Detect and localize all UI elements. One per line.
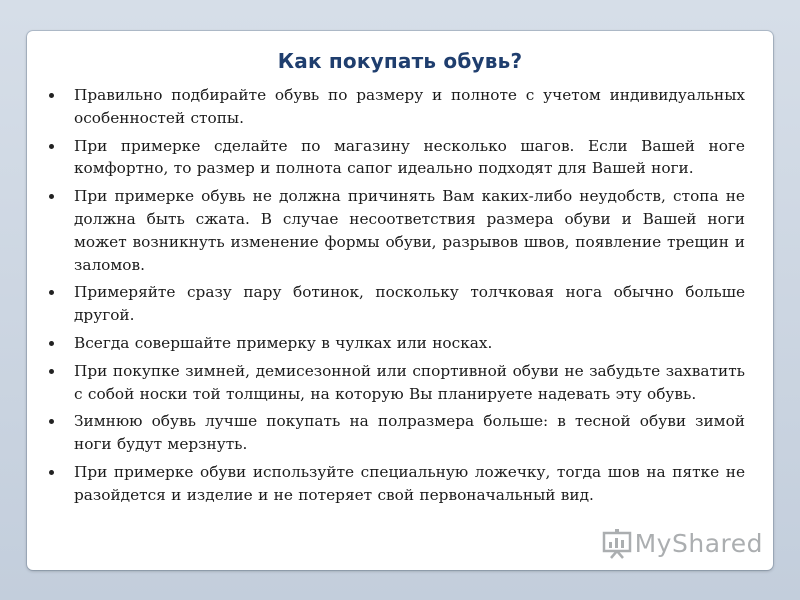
bullet-text: При покупке зимней, демисезонной или спортивной обуви не забудьте захватить с собой носки той толщины, на которую Вы планируете надевать эту обувь.: [74, 361, 745, 403]
bullet-item-5: [73, 332, 745, 355]
bullet-text: Примеряйте сразу пару ботинок, поскольку толчковая нога обычно больше другой.: [74, 283, 745, 325]
bullet-item-1: [73, 84, 745, 130]
page-title: Как покупать обувь?: [277, 49, 523, 73]
bullet-item-4: [73, 281, 745, 327]
bullet-text: При примерке обувь не должна причинять Вам каких-либо неудобств, стопа не должна быть сжата. В случае несоответствия размера обуви и Вашей ноги может возникнуть изменение формы обуви, разрывов швов, появление трещин и заломов.: [74, 187, 745, 274]
bullet-dot-icon: [49, 194, 54, 199]
bullet-item-2: [73, 135, 745, 181]
bullet-item-6: [73, 360, 745, 406]
bullet-dot-icon: [49, 470, 54, 475]
bullet-text: При примерке обуви используйте специальную ложечку, тогда шов на пятке не разойдется и изделие и не потеряет свой первоначальный вид.: [74, 462, 745, 504]
bullet-item-8: [73, 461, 745, 507]
bullet-item-7: [73, 410, 745, 456]
slide-card: [27, 31, 773, 570]
bullet-dot-icon: [49, 419, 54, 424]
bullet-dot-icon: [49, 144, 54, 149]
bullet-text: Зимнюю обувь лучше покупать на полразмера больше: в тесной обуви зимой ноги будут мерзнуть.: [74, 412, 745, 454]
bullet-dot-icon: [49, 369, 54, 374]
bullet-item-3: [73, 185, 745, 276]
bullet-dot-icon: [49, 93, 54, 98]
presentation-chart-icon: [602, 527, 632, 559]
bullet-dot-icon: [49, 341, 54, 346]
bullet-text: Правильно подбирайте обувь по размеру и полноте с учетом индивидуальных особенностей стопы.: [74, 86, 745, 127]
bullet-text: При примерке сделайте по магазину несколько шагов. Если Вашей ноге комфортно, то размер и полнота сапог идеально подходят для Вашей ноги.: [74, 136, 745, 178]
bullet-list: [73, 84, 745, 512]
bullet-dot-icon: [49, 290, 54, 295]
watermark-text: MyShared: [634, 528, 763, 558]
watermark-logo: [602, 526, 763, 560]
bullet-text: Всегда совершайте примерку в чулках или носках.: [74, 333, 493, 352]
